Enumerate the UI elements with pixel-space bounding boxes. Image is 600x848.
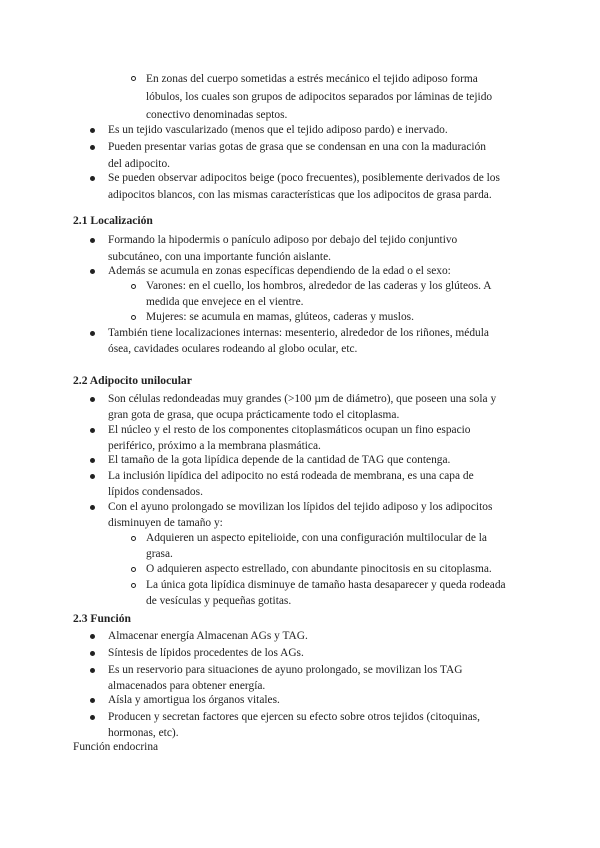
intro-sub-line-1: En zonas del cuerpo sometidas a estrés mecánico el tejido adiposo forma xyxy=(146,73,478,85)
bullet-marker xyxy=(90,651,95,656)
intro-bullet-3-line-2: adipocitos blancos, con las mismas características que los adipocitos de grasa parda. xyxy=(108,189,492,201)
adip-bullet-2-line-1: El núcleo y el resto de los componentes citoplasmáticos ocupan un fino espacio xyxy=(108,424,471,436)
bullet-marker xyxy=(90,715,95,720)
intro-bullet-2-line-2: del adipocito. xyxy=(108,158,170,170)
adip-sub-2: O adquieren aspecto estrellado, con abundante pinocitosis en su citoplasma. xyxy=(146,563,492,575)
adip-bullet-5-line-1: Con el ayuno prolongado se movilizan los lípidos del tejido adiposo y los adipocitos xyxy=(108,501,493,513)
bullet-marker xyxy=(90,238,95,243)
loc-bullet-2: Además se acumula en zonas específicas dependiendo de la edad o el sexo: xyxy=(108,265,451,277)
bullet-marker xyxy=(90,668,95,673)
adip-bullet-1-line-2: gran gota de grasa, que ocupa prácticamente todo el citoplasma. xyxy=(108,409,400,421)
loc-bullet-1-line-1: Formando la hipodermis o panículo adiposo por debajo del tejido conjuntivo xyxy=(108,234,458,246)
intro-bullet-1: Es un tejido vascularizado (menos que el tejido adiposo pardo) e inervado. xyxy=(108,124,448,136)
bullet-marker xyxy=(90,698,95,703)
func-bullet-3-line-2: almacenados para obtener energía. xyxy=(108,680,266,692)
loc-bullet-3-line-2: ósea, cavidades oculares rodeando al globo ocular, etc. xyxy=(108,343,358,355)
loc-bullet-1-line-2: subcutáneo, con una importante función aislante. xyxy=(108,251,331,263)
section-heading-funcion: 2.3 Función xyxy=(73,612,131,625)
bullet-marker xyxy=(90,634,95,639)
sub-bullet-marker xyxy=(131,284,136,289)
func-bullet-1: Almacenar energía Almacenan AGs y TAG. xyxy=(108,630,308,642)
bullet-marker xyxy=(90,128,95,133)
adip-sub-3-line-2: de vesículas y pequeñas gotitas. xyxy=(146,595,292,607)
bullet-marker xyxy=(90,505,95,510)
sub-bullet-marker xyxy=(131,583,136,588)
sub-bullet-marker xyxy=(131,567,136,572)
func-bullet-3-line-1: Es un reservorio para situaciones de ayuno prolongado, se movilizan los TAG xyxy=(108,664,463,676)
bullet-marker xyxy=(90,176,95,181)
adip-bullet-4-line-2: lípidos condensados. xyxy=(108,486,203,498)
adip-bullet-2-line-2: periférico, próximo a la membrana plasmática. xyxy=(108,440,321,452)
bullet-marker xyxy=(90,331,95,336)
func-bullet-5-line-1: Producen y secretan factores que ejercen su efecto sobre otros tejidos (citoquinas, xyxy=(108,711,480,723)
section-heading-localizacion: 2.1 Localización xyxy=(73,214,153,227)
adip-bullet-3: El tamaño de la gota lipídica depende de la cantidad de TAG que contenga. xyxy=(108,454,451,466)
adip-sub-1-line-1: Adquieren un aspecto epitelioide, con una configuración multilocular de la xyxy=(146,532,487,544)
func-bullet-5-line-2: hormonas, etc). xyxy=(108,727,179,739)
bullet-marker xyxy=(90,458,95,463)
sub-bullet-marker xyxy=(131,536,136,541)
bullet-marker xyxy=(90,397,95,402)
adip-bullet-5-line-2: disminuyen de tamaño y: xyxy=(108,517,223,529)
sub-bullet-marker xyxy=(131,76,136,81)
intro-sub-line-3: conectivo denominadas septos. xyxy=(146,109,288,121)
bullet-marker xyxy=(90,428,95,433)
intro-bullet-3-line-1: Se pueden observar adipocitos beige (poco frecuentes), posiblemente derivados de los xyxy=(108,172,500,184)
adip-bullet-4-line-1: La inclusión lipídica del adipocito no está rodeada de membrana, es una capa de xyxy=(108,470,474,482)
loc-sub-1-line-2: medida que envejece en el vientre. xyxy=(146,296,304,308)
loc-sub-2: Mujeres: se acumula en mamas, glúteos, caderas y muslos. xyxy=(146,311,414,323)
loc-sub-1-line-1: Varones: en el cuello, los hombros, alrededor de las caderas y los glúteos. A xyxy=(146,280,492,292)
intro-sub-line-2: lóbulos, los cuales son grupos de adipocitos separados por láminas de tejido xyxy=(146,91,493,103)
adip-sub-1-line-2: grasa. xyxy=(146,548,173,560)
bullet-marker xyxy=(90,474,95,479)
footer-text: Función endocrina xyxy=(73,741,159,753)
adip-bullet-1-line-1: Son células redondeadas muy grandes (>100 µm de diámetro), que poseen una sola y xyxy=(108,393,497,405)
loc-bullet-3-line-1: También tiene localizaciones internas: mesenterio, alrededor de los riñones, médula xyxy=(108,327,489,339)
intro-bullet-2-line-1: Pueden presentar varias gotas de grasa que se condensan en una con la maduración xyxy=(108,141,486,153)
section-heading-adipocito: 2.2 Adipocito unilocular xyxy=(73,374,192,387)
adip-sub-3-line-1: La única gota lipídica disminuye de tamaño hasta desaparecer y queda rodeada xyxy=(146,579,506,591)
bullet-marker xyxy=(90,269,95,274)
sub-bullet-marker xyxy=(131,315,136,320)
bullet-marker xyxy=(90,145,95,150)
func-bullet-2: Síntesis de lípidos procedentes de los AGs. xyxy=(108,647,304,659)
func-bullet-4: Aísla y amortigua los órganos vitales. xyxy=(108,694,280,706)
